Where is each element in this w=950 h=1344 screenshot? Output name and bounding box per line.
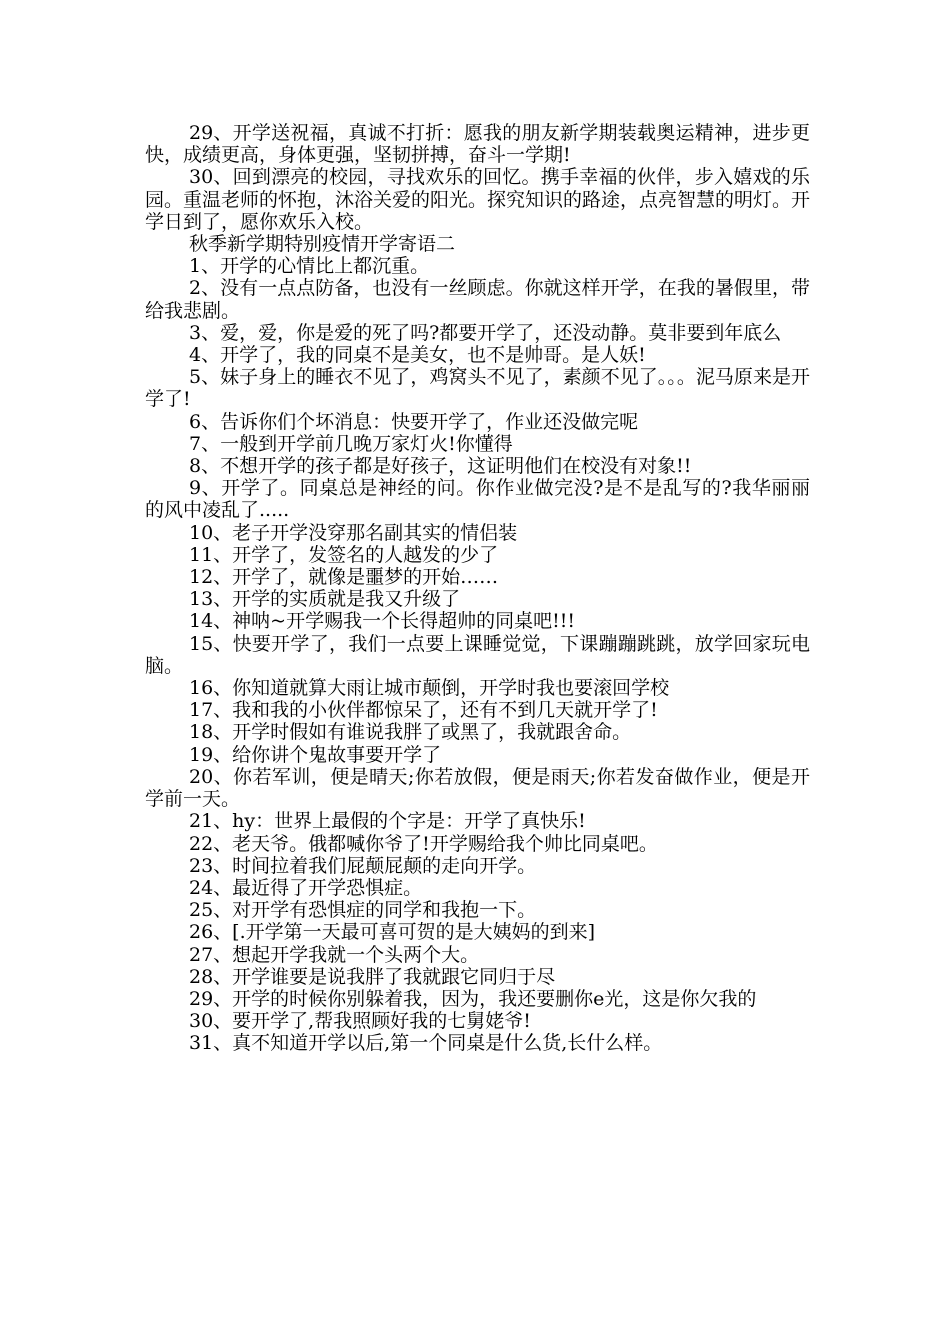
paragraph: 11、开学了，发签名的人越发的少了 (189, 543, 499, 566)
paragraph: 17、我和我的小伙伴都惊呆了，还有不到几天就开学了! (189, 699, 658, 722)
paragraph: 21、hy：世界上最假的个字是：开学了真快乐! (189, 810, 586, 833)
paragraph: 14、神呐~开学赐我一个长得超帅的同桌吧!!! (189, 610, 576, 633)
paragraph: 23、时间拉着我们屁颠屁颠的走向开学。 (189, 854, 537, 877)
document-body (145, 122, 810, 1055)
paragraph: 8、不想开学的孩子都是好孩子，这证明他们在校没有对象!! (189, 455, 692, 478)
paragraph: 31、真不知道开学以后,第一个同桌是什么货,长什么样。 (189, 1032, 663, 1055)
paragraph: 6、告诉你们个坏消息：快要开学了，作业还没做完呢 (189, 410, 639, 433)
paragraph: 25、对开学有恐惧症的同学和我抱一下。 (189, 899, 537, 922)
paragraph: 3、爱，爱，你是爱的死了吗?都要开学了，还没动静。莫非要到年底么 (189, 321, 782, 344)
paragraph: 24、最近得了开学恐惧症。 (189, 876, 423, 899)
paragraph: 26、[.开学第一天最可喜可贺的是大姨妈的到来] (189, 921, 596, 944)
paragraph: 29、开学的时候你别躲着我，因为，我还要删你e光，这是你欠我的 (189, 987, 757, 1010)
paragraph: 16、你知道就算大雨让城市颠倒，开学时我也要滚回学校 (189, 677, 670, 700)
paragraph: 20、你若军训，便是晴天;你若放假，便是雨天;你若发奋做作业，便是开学前一天。 (145, 765, 810, 811)
paragraph: 9、开学了。同桌总是神经的问。你作业做完没?是不是乱写的?我华丽丽的风中凌乱了..... (145, 477, 810, 522)
paragraph: 28、开学谁要是说我胖了我就跟它同归于尽 (189, 965, 556, 988)
paragraph: 5、妹子身上的睡衣不见了，鸡窝头不见了，素颜不见了。。。泥马原来是开学了! (145, 366, 810, 411)
paragraph: 29、开学送祝福，真诚不打折：愿我的朋友新学期装载奥运精神，进步更快，成绩更高，身体更强，坚韧拼搏，奋斗一学期! (145, 122, 810, 167)
paragraph: 10、老子开学没穿那名副其实的情侣装 (189, 521, 518, 544)
paragraph: 12、开学了，就像是噩梦的开始…… (189, 566, 499, 589)
paragraph: 4、开学了，我的同桌不是美女，也不是帅哥。是人妖! (189, 344, 646, 367)
paragraph: 22、老天爷。俄都喊你爷了!开学赐给我个帅比同桌吧。 (189, 832, 658, 855)
paragraph: 30、要开学了,帮我照顾好我的七舅姥爷! (189, 1010, 531, 1033)
paragraph: 1、开学的心情比上都沉重。 (189, 255, 430, 278)
paragraph: 2、没有一点点防备，也没有一丝顾虑。你就这样开学，在我的暑假里，带给我悲剧。 (145, 277, 810, 322)
paragraph: 7、一般到开学前几晚万家灯火!你懂得 (189, 432, 513, 455)
paragraph: 13、开学的实质就是我又升级了 (189, 588, 461, 611)
paragraph: 18、开学时假如有谁说我胖了或黑了，我就跟舍命。 (189, 721, 632, 744)
section-heading: 秋季新学期特别疫情开学寄语二 (189, 233, 456, 256)
paragraph: 30、回到漂亮的校园，寻找欢乐的回忆。携手幸福的伙伴，步入嬉戏的乐园。重温老师的怀抱，沐浴关爱的阳光。探究知识的路途，点亮智慧的明灯。开学日到了，愿你欢乐入校。 (145, 166, 811, 233)
paragraph: 15、快要开学了，我们一点要上课睡觉觉，下课蹦蹦跳跳，放学回家玩电脑。 (145, 632, 810, 677)
paragraph: 27、想起开学我就一个头两个大。 (189, 943, 480, 966)
paragraph: 19、给你讲个鬼故事要开学了 (189, 743, 442, 766)
